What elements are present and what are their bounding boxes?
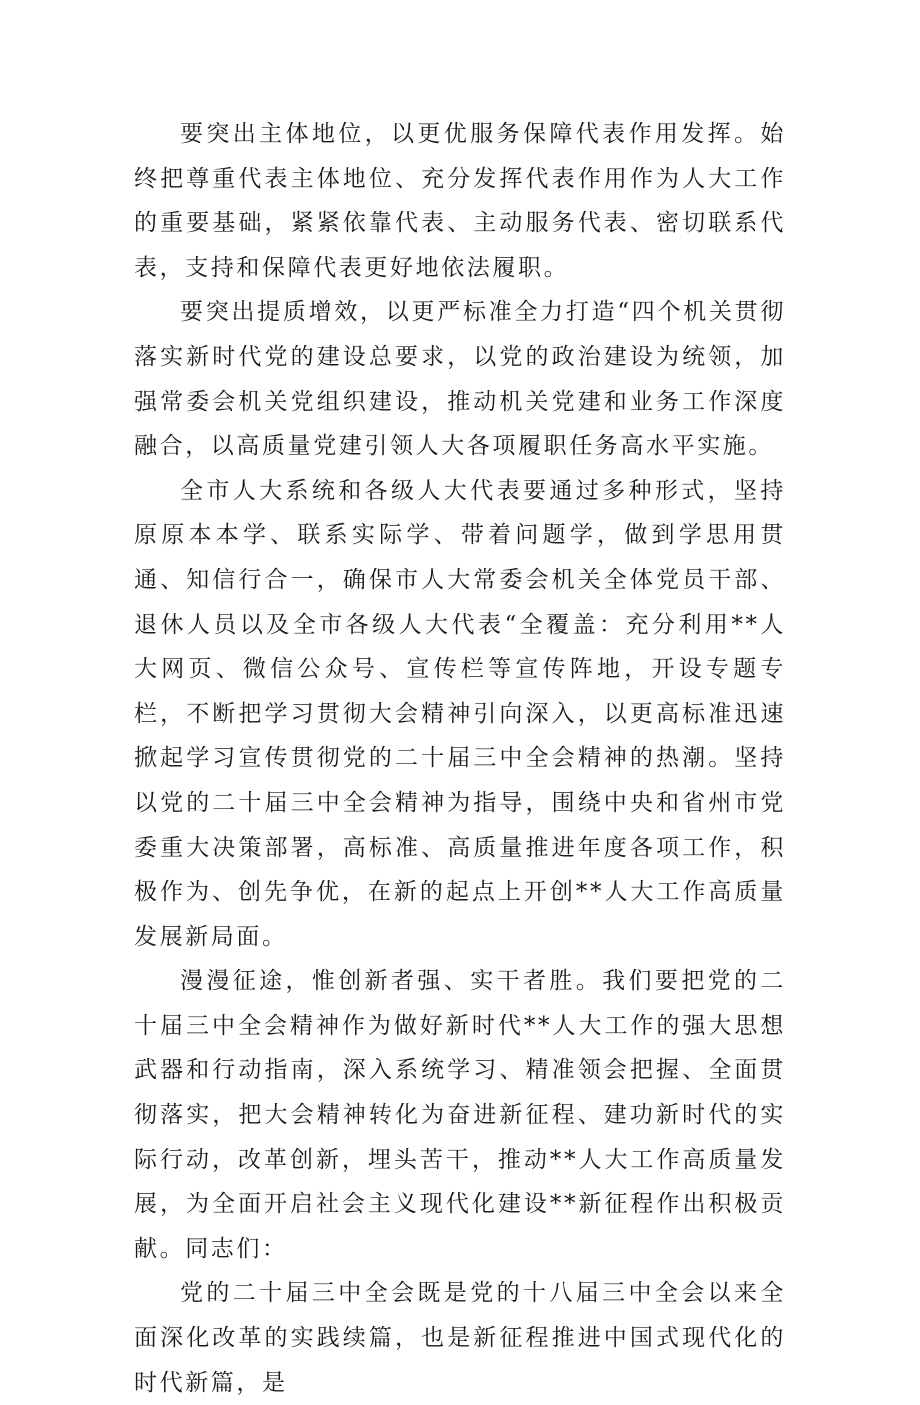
paragraph-5: 党的二十届三中全会既是党的十八届三中全会以来全面深化改革的实践续篇，也是新征程推进中国式现代化的时代新篇，是 [134,1280,786,1396]
paragraph-2: 要突出提质增效，以更严标准全力打造“四个机关贯彻落实新时代党的建设总要求，以党的政治建设为统领，加强常委会机关党组织建设，推动机关党建和业务工作深度融合，以高质量党建引领人大各项履职任务高水平实施。 [134,299,786,460]
document-body [134,112,786,1405]
paragraph-3: 全市人大系统和各级人大代表要通过多种形式，坚持原原本本学、联系实际学、带着问题学，做到学思用贯通、知信行合一，确保市人大常委会机关全体党员干部、退休人员以及全市各级人大代表“全覆盖：充分利用**人大网页、微信公众号、宣传栏等宣传阵地，开设专题专栏，不断把学习贯彻大会精神引向深入，以更高标准迅速掀起学习宣传贯彻党的二十届三中全会精神的热潮。坚持以党的二十届三中全会精神为指导，围绕中央和省州市党委重大决策部署，高标准、高质量推进年度各项工作，积极作为、创先争优，在新的起点上开创**人大工作高质量发展新局面。 [134,477,786,950]
paragraph-1: 要突出主体地位，以更优服务保障代表作用发挥。始终把尊重代表主体地位、充分发挥代表作用作为人大工作的重要基础，紧紧依靠代表、主动服务代表、密切联系代表，支持和保障代表更好地依法履职。 [134,121,786,281]
paragraph-4: 漫漫征途，惟创新者强、实干者胜。我们要把党的二十届三中全会精神作为做好新时代**人大工作的强大思想武器和行动指南，深入系统学习、精准领会把握、全面贯彻落实，把大会精神转化为奋进新征程、建功新时代的实际行动，改革创新，埋头苦干，推动**人大工作高质量发展，为全面开启社会主义现代化建设**新征程作出积极贡献。同志们： [134,968,786,1262]
